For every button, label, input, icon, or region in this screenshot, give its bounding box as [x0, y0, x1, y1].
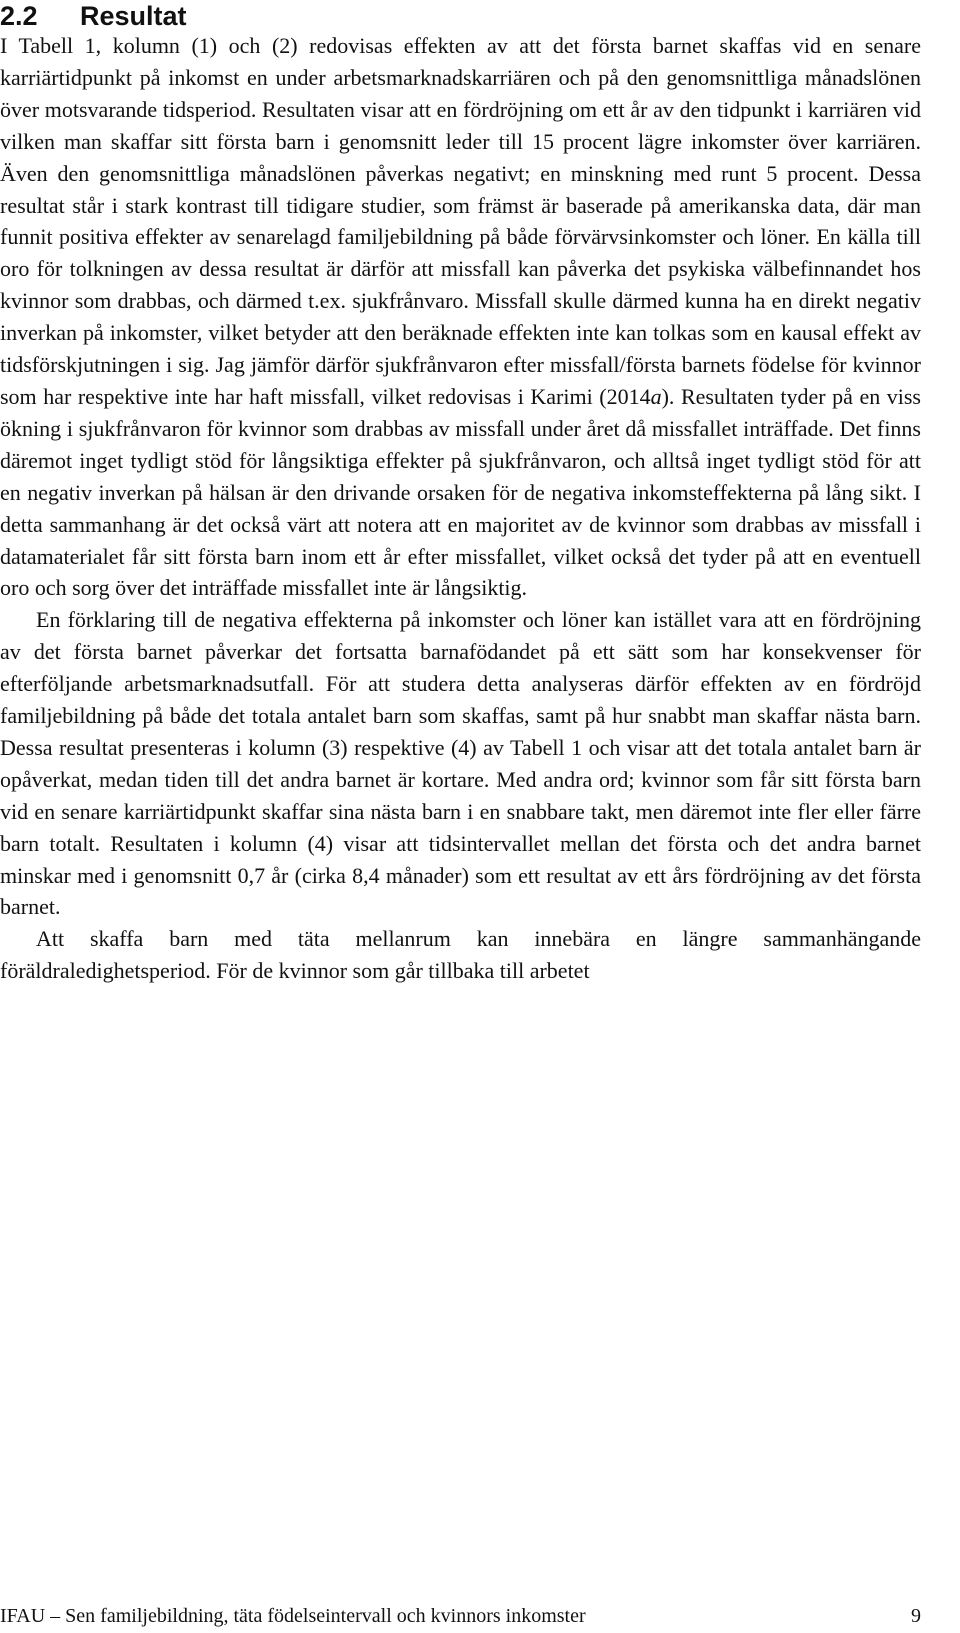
paragraph-results-text-b: ). Resultaten tyder på en viss ökning i sjukfrånvaron för kvinnor som drabbas av missfall under året då missfallet inträffade. Det finns däremot inget tydligt stöd för långsiktiga effekter på sjukfrånvaron, och alltså inget tydligt stöd för att en negativ inverkan på hälsan är den drivande orsaken för de negativa inkomsteffekterna på lång sikt. I detta sammanhang är det också värt att notera att en majoritet av de kvinnor som drabbas av missfall i datamaterialet får sitt första barn inom ett år efter missfallet, vilket också det tyder på att en eventuell oro och sorg över det inträffade missfallet inte är långsiktig.: [0, 383, 921, 601]
section-title: Resultat: [80, 1, 187, 31]
citation-suffix: a: [650, 383, 662, 409]
section-number: 2.2: [0, 1, 38, 31]
section-heading: [0, 0, 187, 32]
paragraph-continuation: Att skaffa barn med täta mellanrum kan innebära en längre sammanhängande föräldraledighetsperiod. För de kvinnor som går tillbaka till arbetet: [0, 926, 921, 984]
paragraph-results: [0, 30, 921, 604]
paragraph-results-text-a: I Tabell 1, kolumn (1) och (2) redovisas effekten av att det första barnet skaffas vid en senare karriärtidpunkt på inkomst en under arbetsmarknadskarriären och på den genomsnittliga månadslönen över motsvarande tidsperiod. Resultaten visar att en fördröjning om ett år av den tidpunkt i karriären vid vilken man skaffar sitt första barn i genomsnitt leder till 15 procent lägre inkomster över karriären. Även den genomsnittliga månadslönen påverkas negativt; en minskning med runt 5 procent. Dessa resultat står i stark kontrast till tidigare studier, som främst är baserade på amerikanska data, där man funnit positiva effekter av senarelagd familjebildning på både förvärvsinkomster och löner. En källa till oro för tolkningen av dessa resultat är därför att missfall kan påverka det psykiska välbefinnandet hos kvinnor som drabbas, och därmed t.ex. sjukfrånvaro. Missfall skulle därmed kunna ha en direkt negativ inverkan på inkomster, vilket betyder att den beräknade effekten inte kan tolkas som en kausal effekt av tidsförskjutningen i sig. Jag jämför därför sjukfrånvaron efter missfall/första barnets födelse för kvinnor som har respektive inte har haft missfall, vilket redovisas i Karimi (2014: [0, 33, 921, 409]
page-number: 9: [911, 1605, 921, 1627]
body-text: [0, 30, 921, 987]
footer-title: IFAU – Sen familjebildning, täta födelseintervall och kvinnors inkomster: [0, 1605, 586, 1627]
paragraph-explanation: En förklaring till de negativa effekterna på inkomster och löner kan istället vara att en fördröjning av det första barnet påverkar det fortsatta barnafödandet på ett sätt som har konsekvenser för efterföljande arbetsmarknadsutfall. För att studera detta analyseras därför effekten av en fördröjd familjebildning på både det totala antalet barn som skaffas, samt på hur snabbt man skaffar nästa barn. Dessa resultat presenteras i kolumn (3) respektive (4) av Tabell 1 och visar att det totala antalet barn är opåverkat, medan tiden till det andra barnet är kortare. Med andra ord; kvinnor som får sitt första barn vid en senare karriärtidpunkt skaffar sina nästa barn i en snabbare takt, men däremot inte fler eller färre barn totalt. Resultaten i kolumn (4) visar att tidsintervallet mellan det första och det andra barnet minskar med i genomsnitt 0,7 år (cirka 8,4 månader) som ett resultat av ett års fördröjning av det första barnet.: [0, 607, 921, 920]
